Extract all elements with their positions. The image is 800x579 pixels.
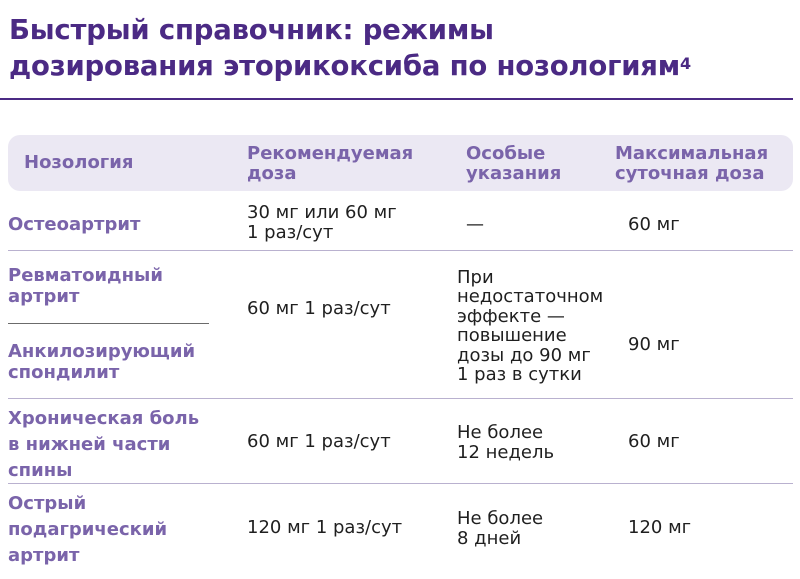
notes-line: — [466,214,484,235]
dose-line: 30 мг или 60 мг [247,202,397,223]
nosology-line: артрит [8,286,80,307]
header-dose [247,144,413,184]
notes-line: эффекте — [457,305,565,327]
dose-line: 120 мг 1 раз/сут [247,517,403,538]
row-3-nosology [8,406,199,484]
nosology-sub-divider [8,323,209,324]
nosology-line: подагрический [8,519,168,540]
header-max-line-2: суточная доза [615,163,765,184]
row-3-notes [457,423,554,463]
notes-line: 12 недель [457,442,555,463]
row-4-max-dose: 120 мг [628,517,692,538]
title-footnote-mark: 4 [680,54,691,73]
title-line-1: Быстрый справочник: режимы [9,14,494,46]
title-line-2-text: дозирования эторикоксиба по нозологиям [9,50,681,82]
nosology-line: Остеоартрит [8,214,141,235]
nosology-line: Хроническая боль [8,408,200,429]
row-2-dose [247,299,391,319]
notes-line: 8 дней [457,528,522,549]
title-line-2 [9,48,789,84]
header-notes-line-2: указания [466,163,562,184]
header-max-dose [615,144,768,184]
title-divider [0,98,793,100]
notes-line: При [457,267,494,288]
header-dose-line-1: Рекомендуемая [247,143,414,164]
nosology-line: артрит [8,545,80,566]
dose-line: 60 мг 1 раз/сут [247,431,391,452]
row-3-max-dose: 60 мг [628,431,680,452]
row-2-max-dose: 90 мг [628,334,680,355]
header-notes [466,144,561,184]
row-1-notes [466,215,484,235]
row-2a-nosology [8,265,163,307]
header-nosology: Нозология [24,152,134,173]
notes-line: Не более [457,422,544,443]
nosology-line: в нижней части [8,434,171,455]
row-1-max-dose: 60 мг [628,214,680,235]
row-2-notes [457,268,603,384]
dose-line: 60 мг 1 раз/сут [247,298,391,319]
nosology-line: спины [8,460,73,481]
notes-line: 1 раз в сутки [457,364,582,386]
notes-line: недостаточном [457,286,604,308]
row-1-nosology [8,214,140,235]
row-4-nosology [8,491,167,569]
dose-line: 1 раз/сут [247,222,334,243]
row-4-dose [247,518,402,538]
nosology-line: Острый [8,493,87,514]
notes-line: повышение [457,325,567,347]
row-divider [8,250,793,251]
row-divider [8,398,793,399]
row-2b-nosology [8,341,195,383]
notes-line: Не более [457,508,544,529]
header-max-line-1: Максимальная [615,143,769,164]
row-1-dose [247,203,397,243]
nosology-line: Анкилозирующий [8,341,196,362]
row-divider [8,483,793,484]
header-dose-line-2: доза [247,163,297,184]
notes-line: дозы до 90 мг [457,344,591,366]
page-title [9,12,789,84]
row-3-dose [247,432,391,452]
row-4-notes [457,509,543,549]
nosology-line: спондилит [8,362,120,383]
nosology-line: Ревматоидный [8,265,163,286]
header-notes-line-1: Особые [466,143,546,164]
